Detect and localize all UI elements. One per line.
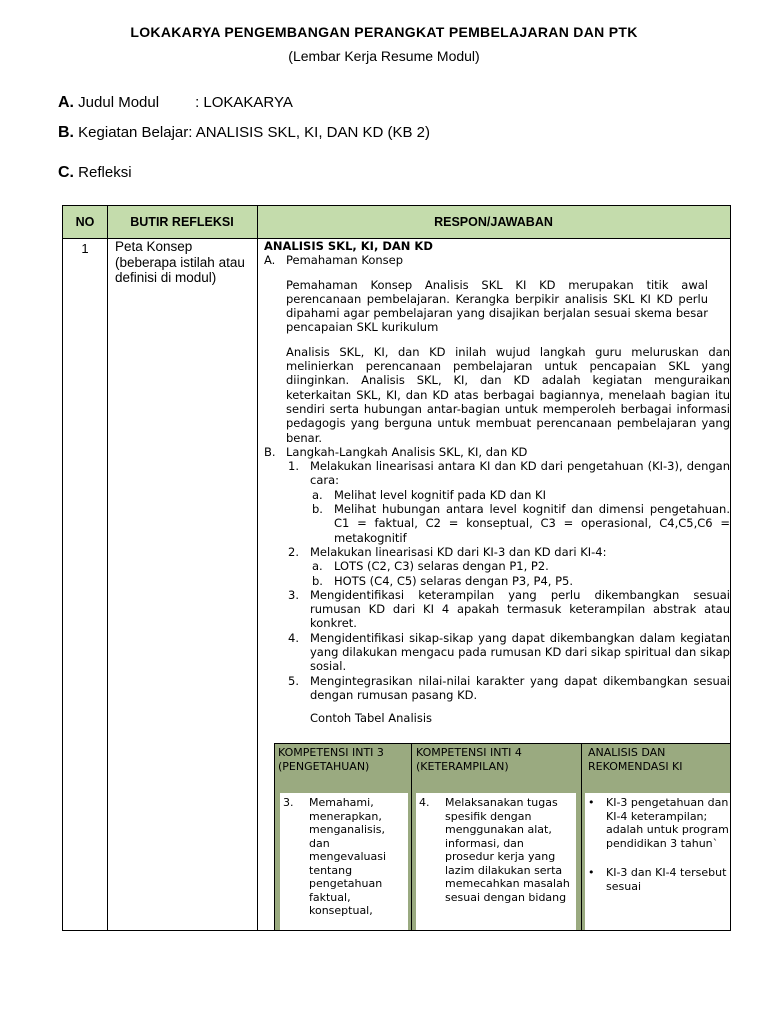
- step-number: 1.: [288, 459, 299, 474]
- example-column-divider: [581, 744, 582, 931]
- column-divider: [257, 206, 258, 930]
- step-number: 4.: [288, 630, 299, 645]
- reflection-table: [62, 205, 731, 931]
- info-a-mark: A.: [58, 94, 74, 111]
- info-b-mark: B.: [58, 124, 74, 141]
- column-divider: [107, 206, 108, 930]
- info-a-value: LOKAKARYA: [203, 94, 293, 111]
- step-text: Melakukan linearisasi KD dari KI-3 dan KD dari KI-4:: [310, 544, 607, 559]
- step-item: [264, 588, 730, 631]
- step-text: Melakukan linearisasi antara KI dan KD dari pengetahuan (KI-3), dengan cara:: [310, 459, 730, 488]
- example-header-ki3: KOMPETENSI INTI 3 (PENGETAHUAN): [278, 746, 384, 773]
- bullet-icon: •: [588, 866, 595, 879]
- example-analisis-item: [588, 866, 731, 893]
- example-ki4-item: [419, 796, 576, 904]
- subitem-text: LOTS (C2, C3) selaras dengan P1, P2.: [334, 559, 549, 574]
- example-cell-ki4: [416, 793, 576, 931]
- step-subitem: [264, 502, 730, 545]
- section-b-title: [264, 445, 730, 459]
- respon-cell: [264, 239, 730, 726]
- step-item: [264, 674, 730, 703]
- step-subitem: [264, 559, 730, 573]
- example-table-header: [275, 744, 731, 786]
- bullet-icon: •: [588, 796, 595, 809]
- header-no: NO: [75, 215, 95, 229]
- subitem-text: Melihat level kognitif pada KD dan KI: [334, 487, 546, 502]
- step-number: 3.: [288, 587, 299, 602]
- row-number: 1: [81, 241, 89, 256]
- header-respon-jawaban: RESPON/JAWABAN: [434, 215, 553, 229]
- subitem-label: a.: [312, 559, 323, 574]
- step-item: [264, 631, 730, 674]
- example-table-body: [275, 785, 731, 931]
- example-header-ki4: KOMPETENSI INTI 4 (KETERAMPILAN): [416, 746, 522, 773]
- example-ki3-text: Memahami, menerapkan, menganalisis, dan mengevaluasi tentang pengetahuan faktual, konseptual,: [309, 796, 387, 917]
- example-column-divider: [411, 744, 412, 931]
- info-kegiatan-belajar: [58, 124, 430, 142]
- section-a-paragraph-1: Pemahaman Konsep Analisis SKL KI KD merupakan titik awal perencanaan pembelajaran. Kerangka berpikir analisis SKL KI KD perlu dipahami agar pembelajaran yang disajikan berjalan sesuai skema besar pencapaian SKL kurikulum: [286, 277, 708, 335]
- step-text: Mengidentifikasi sikap-sikap yang dapat dikembangkan dalam kegiatan yang dilakukan mengacu pada rumusan KD dari sikap spiritual dan sikap sosial.: [310, 630, 730, 674]
- info-c-mark: C.: [58, 164, 74, 181]
- step-text: Mengidentifikasi keterampilan yang perlu dikembangkan sesuai rumusan KD dari KI 4 apakah termasuk keterampilan abstrak atau konkret.: [310, 587, 730, 631]
- section-b-label: B.: [264, 444, 276, 459]
- example-ki3-number: 3.: [283, 796, 294, 809]
- document-subtitle: (Lembar Kerja Resume Modul): [288, 48, 480, 64]
- info-a-separator: :: [195, 94, 200, 111]
- info-b-value: ANALISIS SKL, KI, DAN KD (KB 2): [195, 124, 431, 141]
- example-cell-analisis: [585, 793, 731, 931]
- butir-refleksi-cell: Peta Konsep (beberapa istilah atau definisi di modul): [115, 239, 245, 285]
- example-ki3-item: [283, 796, 408, 918]
- subitem-label: b.: [312, 502, 323, 517]
- document-title: LOKAKARYA PENGEMBANGAN PERANGKAT PEMBELAJARAN DAN PTK: [130, 24, 638, 40]
- section-a-title: [264, 253, 730, 267]
- step-text: Mengintegrasikan nilai-nilai karakter yang dapat dikembangkan sesuai dengan rumusan pasang KD.: [310, 673, 730, 702]
- section-a-text: Pemahaman Konsep: [286, 253, 404, 268]
- info-c-label: Refleksi: [78, 164, 132, 181]
- info-b-separator: :: [188, 124, 193, 141]
- step-subitem: [264, 488, 730, 502]
- step-item: [264, 545, 730, 559]
- section-b-text: Langkah-Langkah Analisis SKL, KI, dan KD: [286, 444, 528, 459]
- example-header-analisis: ANALISIS DAN REKOMENDASI KI: [588, 746, 683, 773]
- table-header-row: [63, 206, 730, 239]
- example-analisis-text: KI-3 pengetahuan dan KI-4 keterampilan; adalah untuk program pendidikan 3 tahun`: [606, 796, 729, 850]
- example-cell-ki3: [280, 793, 408, 931]
- info-refleksi: [58, 164, 132, 182]
- example-analysis-table: [274, 743, 731, 931]
- subitem-label: a.: [312, 487, 323, 502]
- respon-heading: ANALISIS SKL, KI, DAN KD: [264, 239, 433, 253]
- subitem-label: b.: [312, 573, 323, 588]
- info-judul-modul: [58, 94, 293, 112]
- step-item: [264, 459, 730, 488]
- section-a-paragraph-2: Analisis SKL, KI, dan KD inilah wujud langkah guru meluruskan dan melinierkan perencanaan pembelajaran untuk pencapaian SKL yang diinginkan. Analisis SKL, KI, dan KD adalah kegiatan menguraikan keterkaitan SKL, KI, dan KD atas berbagai bagiannya, menelaah bagian itu sendiri serta hubungan antar-bagian untuk memperoleh berbagai informasi pedagogis yang berguna untuk membuat perencanaan pembelajaran yang benar.: [286, 344, 730, 445]
- info-a-label: Judul Modul: [78, 94, 160, 111]
- step-number: 5.: [288, 673, 299, 688]
- example-caption: Contoh Tabel Analisis: [310, 711, 433, 726]
- info-b-label: Kegiatan Belajar: [78, 124, 189, 141]
- subitem-text: Melihat hubungan antara level kognitif dan dimensi pengetahuan. C1 = faktual, C2 = konseptual, C3 = operasional, C4,C5,C6 = metakognitif: [334, 502, 730, 545]
- example-ki4-text: Melaksanakan tugas spesifik dengan menggunakan alat, informasi, dan prosedur kerja yang lazim dilakukan serta memecahkan masalah sesuai dengan bidang: [445, 796, 570, 904]
- section-a-label: A.: [264, 253, 276, 268]
- example-ki4-number: 4.: [419, 796, 430, 809]
- subitem-text: HOTS (C4, C5) selaras dengan P3, P4, P5.: [334, 573, 574, 588]
- step-subitem: [264, 574, 730, 588]
- example-analisis-item: [588, 796, 731, 850]
- step-number: 2.: [288, 544, 299, 559]
- header-butir-refleksi: BUTIR REFLEKSI: [130, 215, 234, 229]
- example-analisis-text: KI-3 dan KI-4 tersebut sesuai: [606, 866, 727, 893]
